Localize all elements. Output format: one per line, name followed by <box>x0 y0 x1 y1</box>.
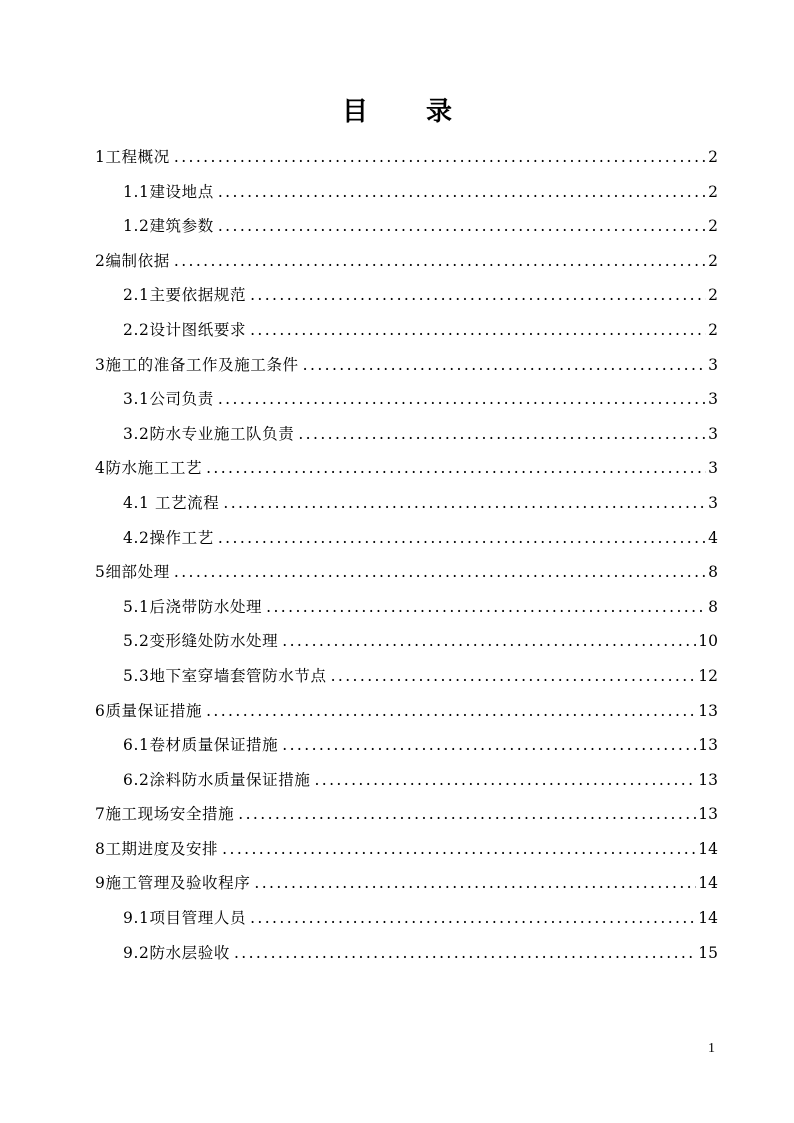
toc-leader-dots <box>282 728 696 763</box>
toc-entry-page: 13 <box>698 736 718 755</box>
toc-entry-page: 15 <box>698 943 718 962</box>
toc-leader-dots <box>266 590 706 625</box>
toc-entry-page: 8 <box>708 563 718 582</box>
toc-entry-label: 9.1项目管理人员 <box>123 909 247 928</box>
toc-leader-dots <box>223 486 706 521</box>
toc-leader-dots <box>238 797 696 832</box>
toc-leader-dots <box>331 659 697 694</box>
toc-entry-page: 13 <box>698 805 718 824</box>
toc-entry[interactable] <box>95 244 718 279</box>
toc-leader-dots <box>174 555 706 590</box>
toc-entry-page: 3 <box>708 493 718 512</box>
toc-entry[interactable] <box>95 624 718 659</box>
toc-entry[interactable] <box>95 175 718 210</box>
toc-entry[interactable] <box>95 659 718 694</box>
toc-entry-label: 9.2防水层验收 <box>123 943 230 962</box>
toc-entry-page: 4 <box>708 528 718 547</box>
toc-leader-dots <box>222 832 696 867</box>
toc-entry-label: 9施工管理及验收程序 <box>95 874 251 893</box>
toc-entry-page: 3 <box>708 424 718 443</box>
toc-entry-label: 5.1后浇带防水处理 <box>123 597 263 616</box>
toc-entry-page: 12 <box>698 666 718 685</box>
toc-entry[interactable] <box>95 866 718 901</box>
toc-entry-page: 14 <box>698 874 718 893</box>
toc-entry-label: 4.1 工艺流程 <box>123 493 220 512</box>
toc-entry[interactable] <box>95 797 718 832</box>
toc-entry-label: 3施工的准备工作及施工条件 <box>95 355 299 374</box>
toc-leader-dots <box>174 140 706 175</box>
toc-entry[interactable] <box>95 555 718 590</box>
toc-leader-dots <box>250 901 696 936</box>
toc-entry-page: 2 <box>708 286 718 305</box>
toc-leader-dots <box>282 624 696 659</box>
table-of-contents <box>95 140 718 970</box>
toc-leader-dots <box>218 382 706 417</box>
page-number: 1 <box>708 1041 715 1056</box>
toc-entry-label: 5细部处理 <box>95 563 170 582</box>
toc-entry-label: 6.1卷材质量保证措施 <box>123 736 279 755</box>
toc-entry[interactable] <box>95 832 718 867</box>
toc-leader-dots <box>174 244 706 279</box>
toc-entry[interactable] <box>95 382 718 417</box>
toc-entry-label: 1.2建筑参数 <box>123 217 214 236</box>
toc-entry-page: 13 <box>698 701 718 720</box>
toc-entry[interactable] <box>95 451 718 486</box>
toc-entry-page: 2 <box>708 148 718 166</box>
toc-leader-dots <box>254 866 696 901</box>
toc-entry-label: 2.1主要依据规范 <box>123 286 247 305</box>
toc-leader-dots <box>250 278 706 313</box>
toc-entry[interactable] <box>95 313 718 348</box>
toc-entry-page: 10 <box>698 632 718 651</box>
toc-leader-dots <box>314 763 696 798</box>
toc-entry-label: 8工期进度及安排 <box>95 839 219 858</box>
toc-entry[interactable] <box>95 278 718 313</box>
toc-leader-dots <box>206 694 696 729</box>
toc-entry[interactable] <box>95 763 718 798</box>
toc-leader-dots <box>250 313 706 348</box>
toc-entry[interactable] <box>95 417 718 452</box>
toc-leader-dots <box>298 417 706 452</box>
toc-leader-dots <box>218 175 706 210</box>
toc-entry-label: 3.2防水专业施工队负责 <box>123 424 295 443</box>
toc-entry[interactable] <box>95 936 718 971</box>
toc-entry-label: 6质量保证措施 <box>95 701 203 720</box>
toc-entry-page: 14 <box>698 839 718 858</box>
toc-entry-label: 2编制依据 <box>95 251 170 270</box>
toc-entry-label: 3.1公司负责 <box>123 390 214 409</box>
toc-leader-dots <box>303 348 706 383</box>
toc-entry[interactable] <box>95 694 718 729</box>
toc-entry[interactable] <box>95 728 718 763</box>
toc-entry-page: 3 <box>708 390 718 409</box>
toc-entry[interactable] <box>95 521 718 556</box>
toc-entry-page: 2 <box>708 320 718 339</box>
toc-entry-label: 5.2变形缝处防水处理 <box>123 632 279 651</box>
toc-entry-page: 3 <box>708 355 718 374</box>
toc-entry[interactable] <box>95 486 718 521</box>
toc-leader-dots <box>234 936 696 971</box>
toc-entry-page: 2 <box>708 217 718 236</box>
toc-entry-page: 3 <box>708 459 718 478</box>
toc-entry[interactable] <box>95 348 718 383</box>
toc-entry-label: 4防水施工工艺 <box>95 459 203 478</box>
toc-entry-page: 2 <box>708 251 718 270</box>
toc-entry[interactable] <box>95 901 718 936</box>
toc-entry-page: 13 <box>698 770 718 789</box>
toc-entry-label: 2.2设计图纸要求 <box>123 320 247 339</box>
toc-entry[interactable] <box>95 590 718 625</box>
toc-leader-dots <box>218 521 706 556</box>
toc-leader-dots <box>206 451 706 486</box>
toc-entry-label: 4.2操作工艺 <box>123 528 214 547</box>
toc-entry-label: 1工程概况 <box>95 148 170 166</box>
toc-entry-label: 6.2涂料防水质量保证措施 <box>123 770 311 789</box>
toc-entry-label: 5.3地下室穿墙套管防水节点 <box>123 666 327 685</box>
toc-entry-page: 2 <box>708 182 718 201</box>
toc-entry-label: 7施工现场安全措施 <box>95 805 235 824</box>
toc-entry-label: 1.1建设地点 <box>123 182 214 201</box>
toc-entry-page: 14 <box>698 909 718 928</box>
page-title: 目录 <box>341 97 510 127</box>
toc-leader-dots <box>218 209 706 244</box>
toc-entry-page: 8 <box>708 597 718 616</box>
toc-entry[interactable] <box>95 209 718 244</box>
toc-entry[interactable] <box>95 140 718 175</box>
